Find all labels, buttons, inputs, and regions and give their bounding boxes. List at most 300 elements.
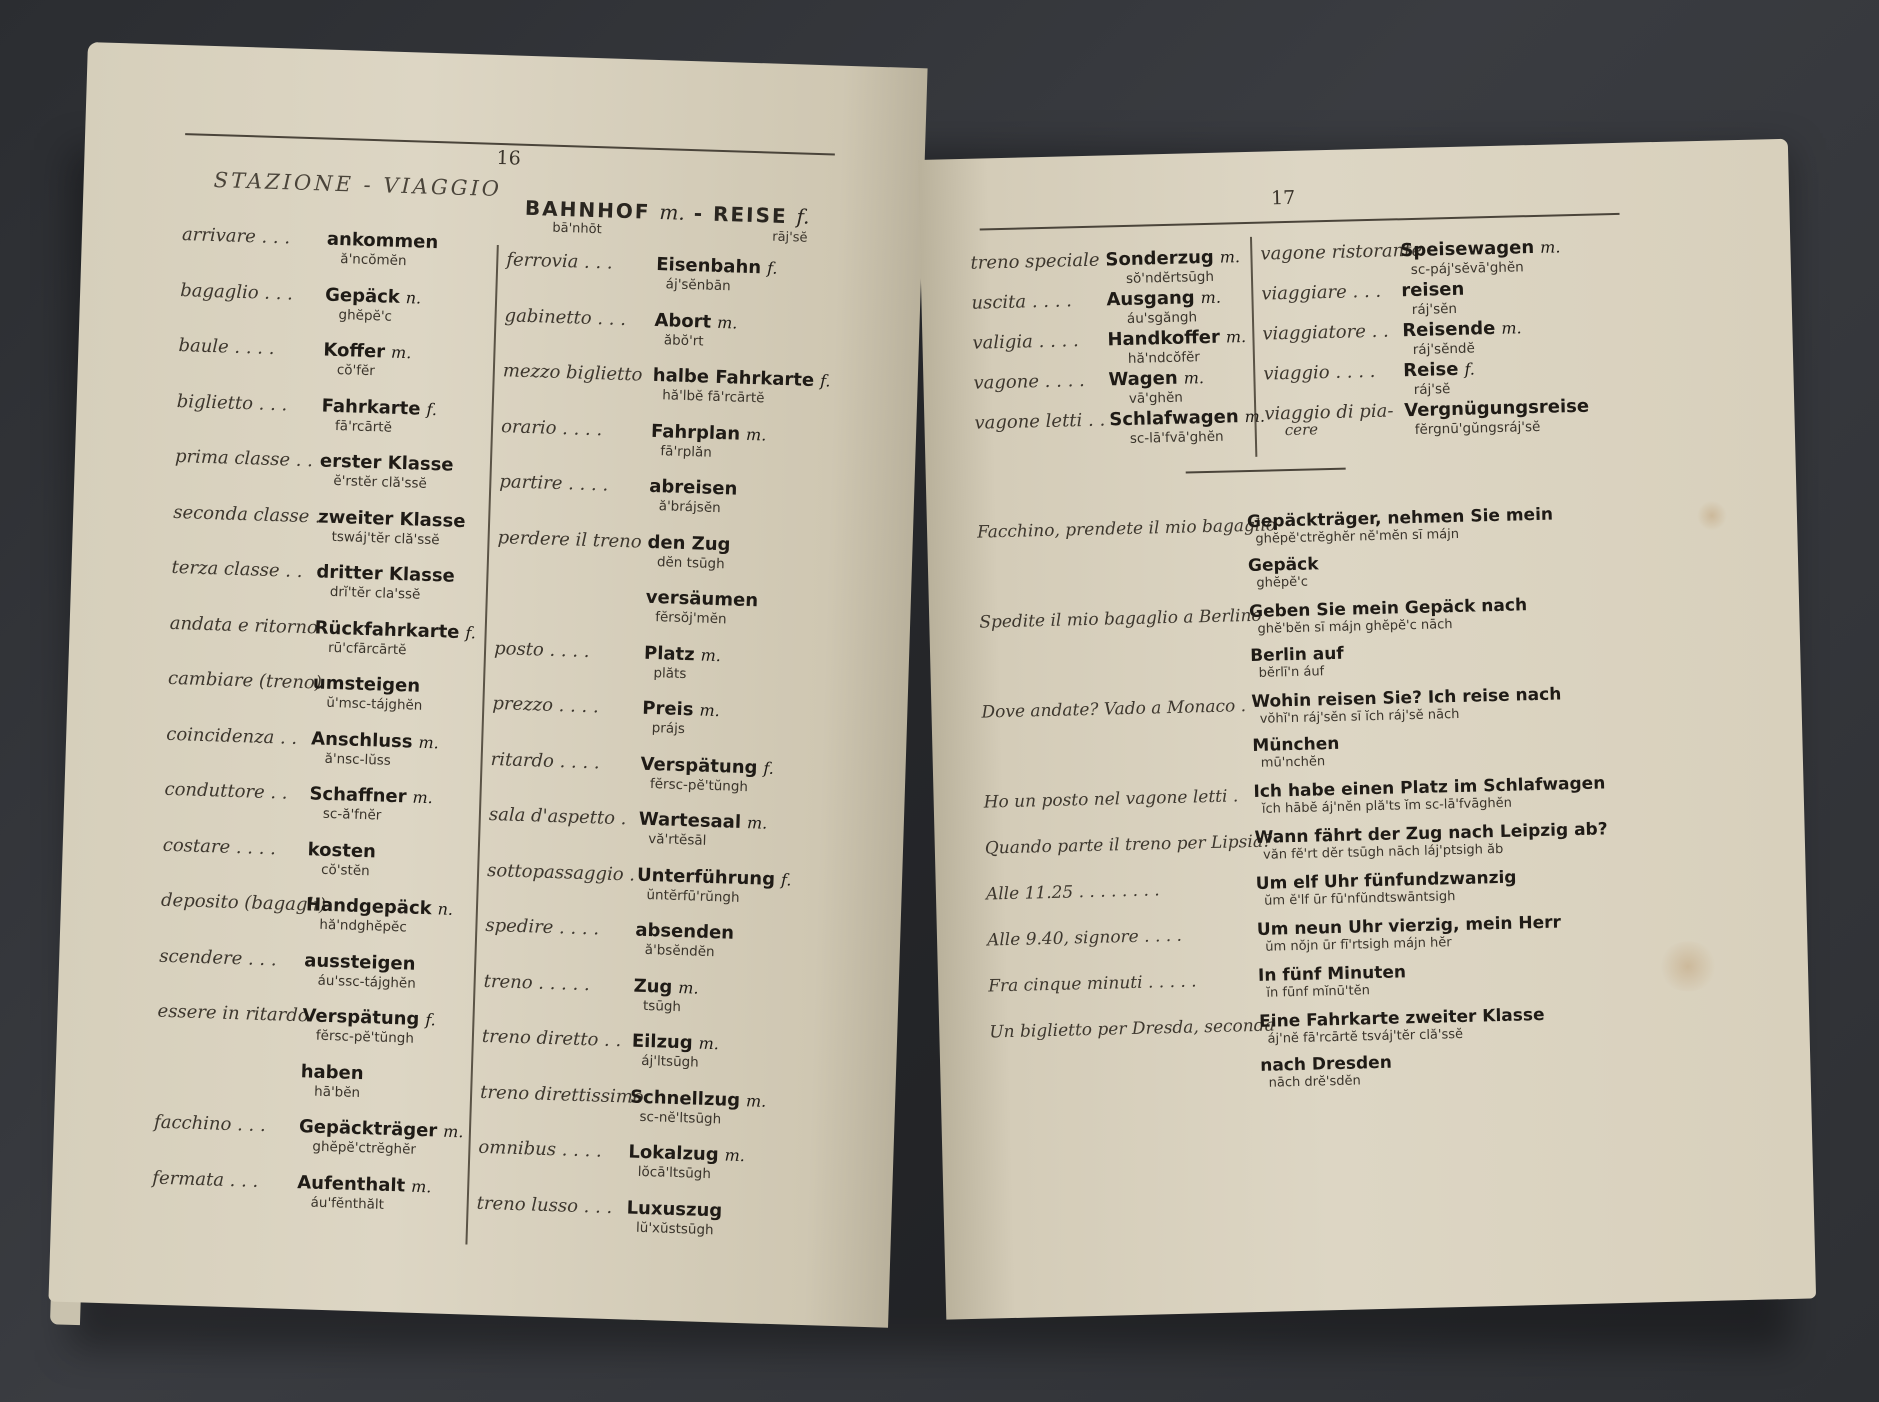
- pronunciation: ghĕpĕ'c: [338, 306, 393, 325]
- german-word: Platz: [643, 642, 695, 665]
- italian-term: treno diretto . .: [481, 1025, 622, 1052]
- vocab-entry: [493, 634, 825, 682]
- grammatical-gender: f.: [425, 1010, 437, 1030]
- phrase-pronunciation: nāch drĕ'sdĕn: [1268, 1073, 1361, 1091]
- phrase-pronunciation: áj'nĕ fā'rcārtĕ tsváj'tĕr clă'ssĕ: [1267, 1026, 1464, 1047]
- vocab-entry: [496, 578, 826, 628]
- vocab-entry: [973, 362, 1248, 407]
- italian-term: ferrovia . . .: [506, 249, 614, 274]
- german-word: Schaffner: [309, 783, 407, 808]
- grammatical-gender: m.: [1183, 368, 1205, 388]
- pronunciation: ghĕpĕ'ctrĕghĕr: [312, 1138, 417, 1158]
- vocab-entry: [497, 523, 828, 572]
- grammatical-gender: n.: [405, 287, 422, 308]
- german-term: [1403, 358, 1475, 381]
- vocab-entry: [500, 412, 832, 461]
- pronunciation: áu'fĕnthălt: [310, 1194, 385, 1213]
- italian-term: andata e ritorno: [169, 612, 319, 639]
- italian-term: spedire . . . .: [485, 914, 600, 940]
- german-word: Ausgang: [1106, 287, 1195, 311]
- italian-term: prima classe . .: [174, 445, 314, 472]
- pronunciation: fā'rplăn: [660, 442, 713, 461]
- pronunciation: vā'ghĕn: [1128, 389, 1184, 407]
- italian-term-cont: cere: [1284, 420, 1319, 440]
- italian-term: arrivare . . .: [181, 224, 291, 249]
- grammatical-gender: m.: [410, 1176, 432, 1196]
- german-phrase: Um neun Uhr vierzig, mein Herr: [1256, 912, 1562, 940]
- italian-phrase: Un biglietto per Dresda, seconda: [989, 1015, 1275, 1043]
- german-word: haben: [300, 1060, 364, 1084]
- grammatical-gender: m.: [1200, 287, 1222, 308]
- german-word: Koffer: [323, 339, 386, 363]
- german-term: [321, 395, 437, 420]
- german-term: [1105, 246, 1240, 270]
- german-word: Gepäck: [324, 284, 401, 308]
- pronunciation: sŏ'ndĕrtsūgh: [1125, 268, 1215, 287]
- mid-rule: [1186, 468, 1346, 473]
- italian-term: posto . . . .: [493, 637, 590, 662]
- phrase-pronunciation: ghĕ'bĕn sī májn ghĕpĕ'c nāch: [1257, 617, 1453, 637]
- vocab-column-1: [152, 220, 492, 1213]
- pronunciation: cŏ'stĕn: [320, 861, 370, 879]
- vocab-entry: [176, 386, 487, 436]
- grammatical-gender: m.: [700, 645, 722, 665]
- german-phrase: In fünf Minuten: [1257, 962, 1407, 986]
- pronunciation: ăbŏ'rt: [663, 331, 704, 349]
- german-term: [327, 229, 439, 253]
- italian-phrase: Fra cinque minuti . . . . .: [987, 971, 1197, 997]
- vocab-entry: [499, 467, 830, 517]
- italian-term: treno lusso . . .: [476, 1192, 613, 1218]
- page-number: 16: [496, 146, 522, 170]
- vocab-entry: [504, 301, 835, 349]
- page-number-right: 17: [1270, 186, 1296, 210]
- german-word: Verspätung: [302, 1005, 420, 1030]
- grammatical-gender: m.: [1219, 247, 1241, 267]
- italian-term: biglietto . . .: [176, 390, 288, 415]
- grammatical-gender: m.: [745, 1090, 767, 1111]
- grammatical-gender: f.: [426, 399, 438, 419]
- phrase-entry: [976, 500, 1737, 591]
- german-word: Speisewagen: [1400, 236, 1535, 262]
- german-word: ankommen: [326, 228, 439, 254]
- pronunciation: ă'nsc-lŭss: [324, 750, 392, 769]
- pronunciation: sc-ă'fnĕr: [322, 805, 382, 824]
- italian-term: mezzo biglietto: [502, 360, 643, 386]
- german-phrase: nach Dresden: [1259, 1052, 1393, 1076]
- german-word: abreisen: [648, 475, 738, 500]
- grammatical-gender: m.: [1244, 406, 1266, 427]
- pronunciation: sc-páj'sĕvā'ghĕn: [1410, 259, 1524, 278]
- italian-term: deposito (bagagli): [160, 889, 327, 916]
- german-term: [649, 476, 738, 500]
- grammatical-gender: m.: [442, 1121, 464, 1142]
- italian-phrase: Quando parte il treno per Lipsia?: [984, 831, 1273, 859]
- german-word: Rückfahrkarte: [314, 616, 460, 643]
- vocab-entry: [490, 745, 821, 795]
- italian-term: partire . . . .: [499, 471, 609, 496]
- grammatical-gender: m.: [724, 1145, 746, 1166]
- german-word: Eilzug: [631, 1030, 693, 1054]
- vocab-entry: [485, 911, 816, 961]
- german-word: Luxuszug: [626, 1196, 723, 1221]
- pronunciation: hă'ndcŏfĕr: [1127, 349, 1201, 367]
- german-word: Schlafwagen: [1109, 406, 1239, 431]
- vocab-entry: [178, 331, 489, 380]
- german-word: umsteigen: [312, 672, 421, 697]
- german-word: Lokalzug: [628, 1141, 719, 1166]
- phrase-entry: [983, 770, 1743, 817]
- grammatical-gender: m.: [418, 732, 440, 752]
- vocab-entry: [478, 1133, 809, 1183]
- german-term: [1107, 326, 1246, 350]
- german-word: Anschluss: [310, 727, 413, 753]
- italian-phrase: Alle 9.40, signore . . . .: [986, 925, 1183, 951]
- vocab-entry: [159, 941, 470, 992]
- phrase-entry: [985, 862, 1746, 909]
- german-term: [651, 420, 767, 445]
- vocab-column-2: [476, 245, 837, 1238]
- left-page: [48, 42, 927, 1328]
- italian-term: gabinetto . . .: [504, 304, 627, 330]
- german-term: [304, 950, 416, 974]
- phrase-pronunciation: văn fĕ'rt dĕr tsūgh nāch láj'ptsigh ăb: [1262, 841, 1504, 863]
- german-word: absenden: [635, 919, 735, 944]
- german-word: Fahrkarte: [321, 395, 421, 420]
- german-word: Eisenbahn: [655, 253, 762, 279]
- foxing-stain: [1657, 941, 1718, 992]
- german-term: [316, 561, 455, 586]
- italian-term: coincidenza . .: [165, 723, 298, 749]
- italian-term: vagone ristorante: [1260, 239, 1423, 265]
- german-term: [647, 531, 731, 555]
- italian-term: treno direttissimo: [479, 1081, 645, 1108]
- italian-term: facchino . . .: [153, 1111, 267, 1137]
- italian-term: baule . . . .: [178, 334, 275, 360]
- phrase-entry: [989, 1000, 1749, 1091]
- vocab-entry: [174, 442, 485, 492]
- pronunciation: fĕrsc-pĕ'tŭngh: [315, 1027, 415, 1047]
- phrase-pronunciation: mū'nchĕn: [1260, 754, 1326, 771]
- phrase-pronunciation: ghĕpĕ'c: [1256, 574, 1309, 591]
- pronunciation: drĭ'tĕr cla'ssĕ: [329, 583, 421, 603]
- italian-term: omnibus . . . .: [478, 1136, 603, 1162]
- german-phrase: Gepäck: [1247, 554, 1319, 577]
- german-term: [632, 1031, 720, 1055]
- pronunciation: sc-lā'fvā'ghĕn: [1129, 428, 1224, 447]
- grammatical-gender: n.: [437, 899, 454, 919]
- german-word: Wartesaal: [638, 808, 742, 833]
- german-term: [1404, 396, 1589, 422]
- vocab-entry: [483, 966, 814, 1015]
- pronunciation: áj'ltsūgh: [641, 1052, 699, 1071]
- pronunciation: hă'ndghĕpĕc: [319, 916, 408, 936]
- german-term: [633, 975, 699, 998]
- italian-term: treno speciale .: [970, 249, 1112, 274]
- grammatical-gender: m.: [1539, 237, 1561, 257]
- italian-phrase: Facchino, prendete il mio bagaglio: [976, 515, 1277, 543]
- german-phrase: Gepäckträger, nehmen Sie mein: [1246, 504, 1554, 533]
- phrase-pronunciation: ŭm ĕ'lf ūr fū'nfŭndtswāntsigh: [1264, 889, 1456, 909]
- vocab-entry: [171, 553, 482, 603]
- vocab-entry: [179, 276, 491, 325]
- pronunciation: áu'ssc-tájghĕn: [317, 972, 417, 992]
- german-phrase: Berlin auf: [1249, 643, 1344, 667]
- phrase-entry: [987, 954, 1748, 1001]
- german-word: Preis: [642, 697, 694, 721]
- german-term: [1109, 406, 1265, 431]
- vocab-entry: [1260, 231, 1600, 278]
- german-word: Reisende: [1402, 317, 1496, 342]
- vocab-entry: [974, 402, 1266, 447]
- italian-term: valigia . . . .: [972, 330, 1079, 354]
- italian-term: scendere . . .: [159, 945, 277, 970]
- german-word: halbe Fahrkarte: [652, 364, 815, 391]
- pronunciation: cŏ'fĕr: [336, 361, 376, 380]
- phrase-pronunciation: ŭm nŏjn ūr fī'rtsigh májn hĕr: [1265, 935, 1452, 955]
- italian-term: treno . . . . .: [483, 970, 591, 995]
- grammatical-gender: m.: [1501, 318, 1522, 338]
- german-term: [628, 1142, 745, 1167]
- italian-phrase: Alle 11.25 . . . . . . . .: [985, 880, 1160, 905]
- italian-term: vagone . . . .: [973, 369, 1085, 394]
- pronunciation: dĕn tsūgh: [656, 553, 725, 572]
- vocab-entry: [167, 664, 479, 714]
- pronunciation: tsūgh: [642, 997, 682, 1015]
- german-word: Verspätung: [640, 753, 758, 778]
- pronunciation: ă'bsĕndĕn: [644, 941, 715, 961]
- heading-pronunciation: bā'nhōt: [552, 220, 602, 238]
- grammatical-gender: m.: [412, 787, 434, 808]
- vocab-entry: [502, 356, 833, 407]
- vocab-entry: [479, 1077, 811, 1127]
- german-phrase: Um elf Uhr fünfundzwanzig: [1255, 867, 1517, 894]
- german-term: [307, 839, 376, 862]
- german-word: Fahrplan: [650, 420, 741, 445]
- pronunciation: lŏcā'ltsūgh: [637, 1163, 712, 1183]
- german-term: [300, 1061, 364, 1084]
- german-word: Aufenthalt: [296, 1171, 406, 1197]
- italian-term: viaggiare . . .: [1261, 280, 1382, 305]
- german-term: [656, 254, 778, 279]
- pronunciation: tswáj'tĕr clă'ssĕ: [331, 528, 440, 548]
- phrase-pronunciation: ĭn fūnf mĭnū'tĕn: [1266, 983, 1371, 1001]
- pronunciation: lŭ'xŭstsūgh: [635, 1219, 714, 1238]
- german-term: [642, 698, 720, 721]
- right-page: [918, 139, 1816, 1320]
- german-term: [640, 753, 774, 778]
- heading-italian: STAZIONE - VIAGGIO: [213, 168, 503, 202]
- german-term: [1402, 317, 1522, 341]
- vocab-entry: [970, 242, 1245, 287]
- german-word: Gepäckträger: [298, 1116, 438, 1142]
- german-phrase: Wohin reisen Sie? Ich reise nach: [1251, 684, 1562, 713]
- grammatical-gender: m.: [390, 342, 412, 363]
- pronunciation: prájs: [651, 720, 686, 738]
- vocab-column-3: [970, 242, 1266, 447]
- pronunciation: ă'brájsĕn: [658, 498, 721, 517]
- vocab-entry: [492, 689, 823, 738]
- vocab-entry: [165, 719, 477, 769]
- italian-term: terza classe . .: [171, 556, 303, 582]
- vocab-entry: [157, 997, 468, 1047]
- phrase-entry: [984, 816, 1745, 863]
- italian-term: bagaglio . . .: [179, 279, 294, 305]
- german-phrase: Ich habe einen Platz im Schlafwagen: [1253, 773, 1606, 802]
- german-word: Abort: [654, 309, 712, 333]
- grammatical-gender: m.: [745, 424, 767, 444]
- pronunciation: ráj'sĕ: [1413, 381, 1451, 398]
- grammatical-gender: f.: [780, 869, 792, 890]
- vocab-entry: [172, 497, 484, 548]
- phrase-entry: [981, 680, 1741, 771]
- german-phrase: Wann fährt der Zug nach Leipzig ab?: [1254, 819, 1608, 848]
- vocab-entry: [181, 220, 492, 270]
- heading-pronunciation-2: rāj'sĕ: [771, 229, 808, 246]
- german-term: [311, 728, 439, 753]
- vocab-entry: [160, 886, 472, 936]
- vocab-entry: [164, 775, 475, 824]
- italian-phrase: Dove andate? Vado a Monaco .: [981, 696, 1247, 723]
- pronunciation: sc-nĕ'ltsūgh: [639, 1108, 722, 1127]
- german-word: aussteigen: [303, 949, 416, 975]
- german-term: [1108, 367, 1204, 390]
- german-term: [635, 920, 734, 944]
- german-word: Handgepäck: [305, 894, 432, 920]
- german-term: [644, 642, 721, 665]
- italian-term: viaggio . . . .: [1263, 360, 1376, 385]
- phrase-pronunciation: ĭch hābĕ áj'nĕn plă'ts ĭm sc-lā'fvāghĕn: [1261, 795, 1513, 817]
- grammatical-gender: m.: [716, 312, 738, 333]
- german-word: erster Klasse: [319, 450, 454, 476]
- pronunciation: fĕrsc-pĕ'tŭngh: [649, 775, 749, 795]
- german-term: [1401, 279, 1464, 302]
- vocab-entry: [162, 830, 473, 879]
- german-word: Zug: [633, 975, 673, 998]
- german-term: [320, 450, 454, 475]
- grammatical-gender: m.: [678, 977, 699, 998]
- italian-term: sala d'aspetto .: [488, 803, 627, 830]
- vocab-entry: [153, 1108, 465, 1158]
- phrase-list: [976, 500, 1737, 1091]
- german-word: Sonderzug: [1105, 246, 1215, 271]
- italian-term: seconda classe .: [172, 501, 322, 528]
- german-term: [323, 340, 412, 364]
- pronunciation: áu'sgăngh: [1126, 309, 1198, 327]
- german-term: [313, 672, 421, 696]
- german-word: reisen: [1401, 278, 1465, 302]
- grammatical-gender: f.: [763, 758, 775, 778]
- german-term: [654, 309, 738, 333]
- italian-term: ritardo . . . .: [490, 748, 601, 773]
- italian-term: viaggio di pia-: [1264, 400, 1394, 425]
- italian-term: conduttore . .: [164, 778, 288, 804]
- pronunciation: ráj'sĕndĕ: [1412, 340, 1476, 358]
- italian-term: fermata . . .: [152, 1167, 259, 1192]
- german-word: versäumen: [645, 586, 759, 612]
- german-term: [1400, 236, 1561, 261]
- heading-german: BAHNHOF m. - REISE f.: [524, 195, 810, 229]
- pronunciation: ŭ'msc-tájghĕn: [326, 694, 423, 714]
- pronunciation: ĕ'rstĕr clă'ssĕ: [333, 472, 428, 492]
- italian-term: cambiare (treno): [167, 667, 323, 694]
- german-word: Reise: [1403, 358, 1459, 382]
- pronunciation: hā'bĕn: [313, 1083, 361, 1101]
- german-term: [630, 1086, 767, 1111]
- pronunciation: ráj'sĕn: [1411, 300, 1458, 318]
- phrase-pronunciation: vŏhĭ'n ráj'sĕn sī ĭch ráj'sĕ nāch: [1259, 706, 1460, 727]
- vocab-entry: [972, 322, 1247, 367]
- german-term: [1106, 287, 1221, 311]
- grammatical-gender: f.: [819, 371, 831, 391]
- italian-term: perdere il treno: [497, 526, 643, 553]
- german-phrase: München: [1252, 733, 1340, 757]
- german-word: Vergnügungsreise: [1404, 395, 1590, 422]
- german-term: [309, 783, 433, 808]
- german-term: [639, 809, 768, 834]
- german-word: den Zug: [647, 531, 731, 555]
- italian-term: uscita . . . .: [971, 290, 1073, 314]
- german-term: [302, 1005, 436, 1030]
- pronunciation: fĕrsŏj'mĕn: [654, 609, 727, 628]
- vocab-entry: [476, 1188, 807, 1238]
- german-word: Schnellzug: [629, 1086, 741, 1111]
- italian-phrase: Ho un posto nel vagone letti .: [983, 786, 1239, 813]
- german-word: Wagen: [1108, 367, 1178, 391]
- pronunciation: ă'ncŏmĕn: [340, 251, 407, 270]
- italian-term: orario . . . .: [500, 415, 603, 440]
- top-rule-right: [980, 213, 1620, 231]
- vocab-entry: [152, 1163, 463, 1213]
- vocab-entry: [488, 800, 819, 849]
- german-word: zweiter Klasse: [317, 505, 466, 532]
- german-term: [646, 587, 759, 612]
- grammatical-gender: m.: [1225, 327, 1247, 347]
- grammatical-gender: m.: [746, 813, 768, 833]
- german-term: [297, 1172, 432, 1197]
- italian-term: sottopassaggio .: [486, 859, 636, 886]
- german-word: Handkoffer: [1107, 326, 1221, 351]
- pronunciation: plăts: [653, 664, 687, 682]
- grammatical-gender: f.: [465, 622, 477, 642]
- german-word: kosten: [307, 838, 377, 862]
- pronunciation: hă'lbĕ fā'rcārtĕ: [661, 387, 765, 407]
- vocab-entry: [481, 1022, 812, 1071]
- italian-phrase: Spedite il mio bagaglio a Berlino: [979, 605, 1262, 633]
- vocab-entry: [156, 1052, 466, 1101]
- phrase-entry: [986, 908, 1747, 955]
- grammatical-gender: f.: [1464, 359, 1476, 379]
- german-word: Unterführung: [636, 864, 776, 890]
- german-phrase: Eine Fahrkarte zweiter Klasse: [1258, 1004, 1545, 1032]
- pronunciation: vă'rtĕsāl: [647, 830, 707, 849]
- italian-term: prezzo . . . .: [492, 693, 600, 718]
- grammatical-gender: m.: [699, 700, 721, 721]
- pronunciation: fĕrgnū'gŭngsráj'sĕ: [1414, 418, 1541, 438]
- vocab-entry: [506, 245, 837, 295]
- phrase-pronunciation: ghĕpĕ'ctrĕghĕr nĕ'mĕn sī májn: [1255, 526, 1460, 547]
- foxing-stain: [1697, 500, 1728, 531]
- italian-term: vagone letti . .: [974, 409, 1106, 434]
- italian-term: viaggiatore . .: [1262, 320, 1389, 345]
- german-word: dritter Klasse: [316, 561, 456, 587]
- phrase-pronunciation: bĕrlī'n áuf: [1258, 664, 1325, 681]
- german-phrase: Geben Sie mein Gepäck nach: [1248, 595, 1528, 623]
- pronunciation: rū'cfārcārtĕ: [327, 639, 407, 658]
- german-term: [626, 1197, 722, 1221]
- italian-term: essere in ritardo: [157, 1000, 309, 1027]
- vocab-entry: [486, 855, 818, 906]
